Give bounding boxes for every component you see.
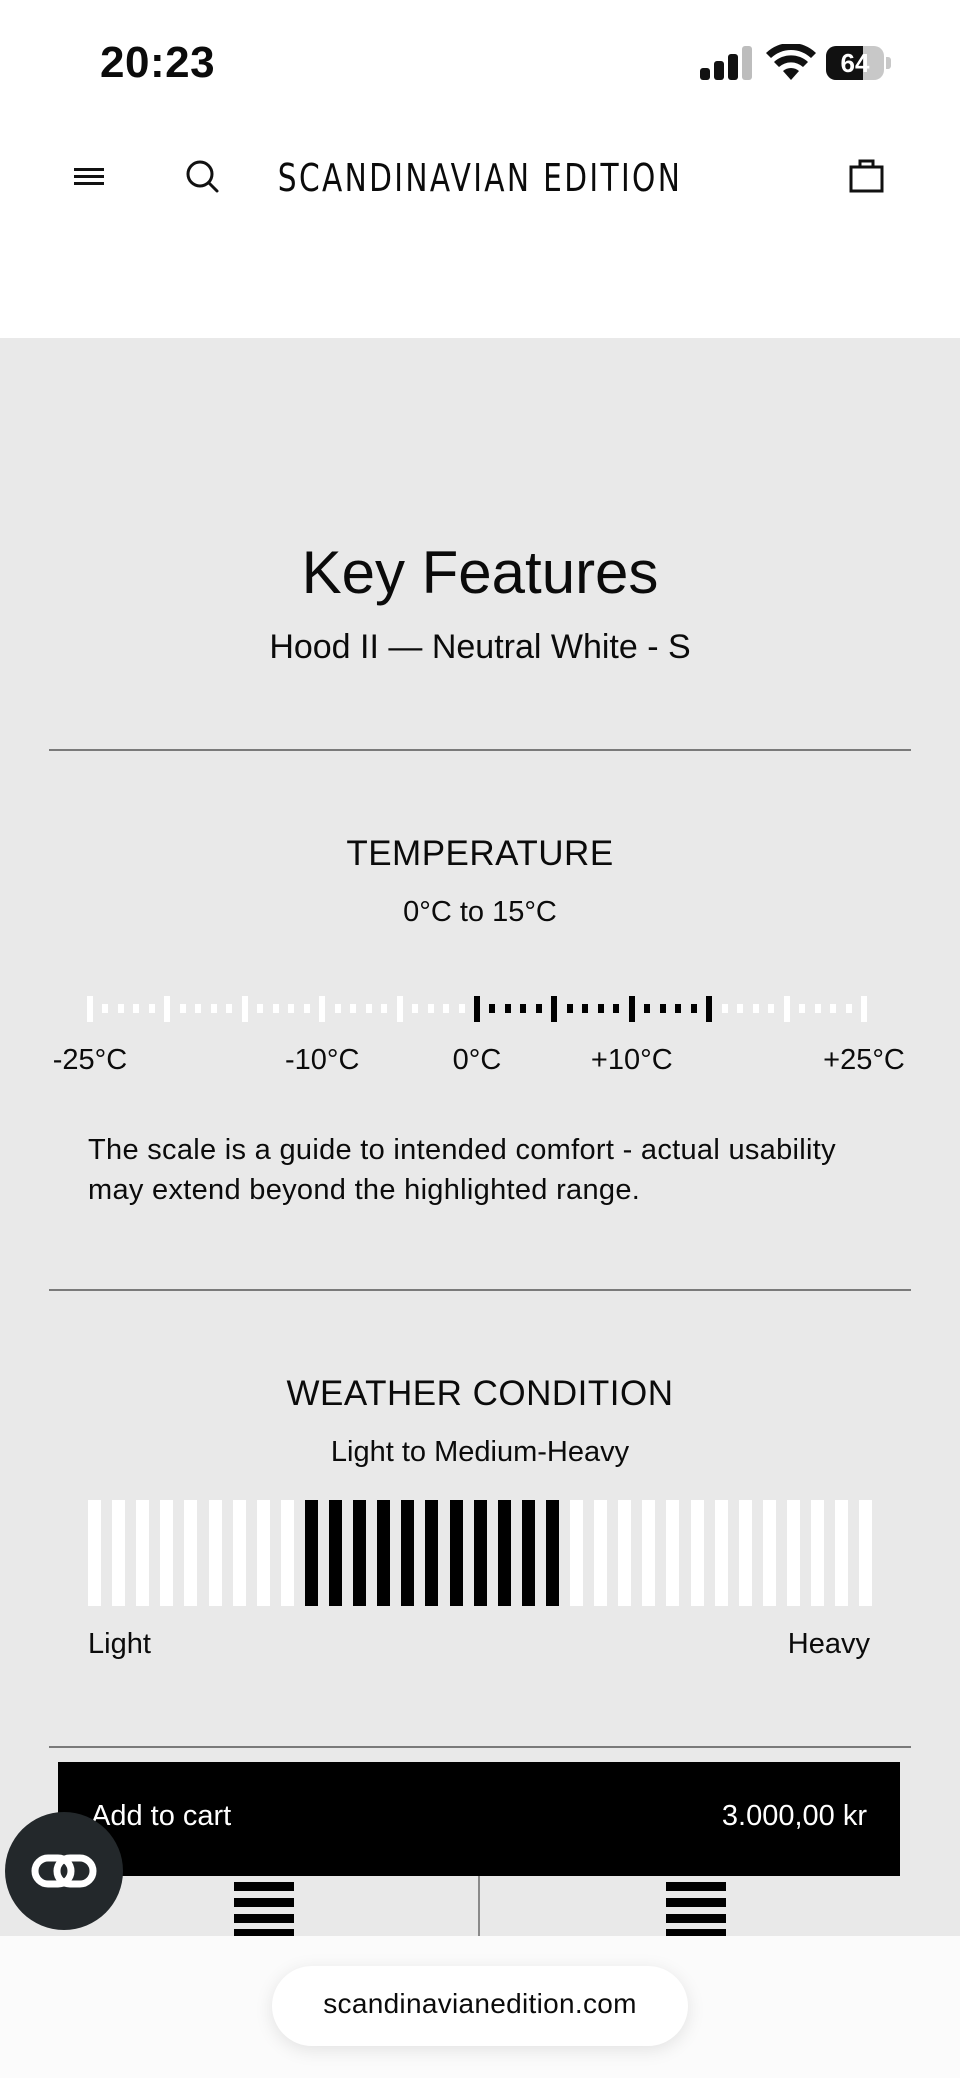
scale-tick	[613, 1004, 619, 1013]
weather-level-bar	[88, 1500, 101, 1606]
weather-level-bar	[618, 1500, 631, 1606]
scale-major-tick	[474, 996, 480, 1022]
scale-major-tick	[706, 996, 712, 1022]
weather-level-bar	[401, 1500, 414, 1606]
temperature-tick-label: +25°C	[823, 1044, 905, 1076]
partial-icon	[666, 1876, 726, 1936]
scale-tick	[350, 1004, 356, 1013]
scale-tick	[366, 1004, 372, 1013]
scale-tick	[412, 1004, 418, 1013]
scale-tick	[799, 1004, 805, 1013]
weather-label-heavy: Heavy	[787, 1628, 870, 1660]
weather-level-bar	[546, 1500, 559, 1606]
scale-tick	[815, 1004, 821, 1013]
scale-tick	[149, 1004, 155, 1013]
weather-level-bar	[739, 1500, 752, 1606]
weather-level-bar	[498, 1500, 511, 1606]
weather-level-bar	[257, 1500, 270, 1606]
chat-icon[interactable]	[5, 1812, 123, 1930]
scale-tick	[226, 1004, 232, 1013]
temperature-heading: TEMPERATURE	[346, 834, 614, 873]
weather-level-bar	[184, 1500, 197, 1606]
scale-tick	[737, 1004, 743, 1013]
weather-range: Light to Medium-Heavy	[330, 1436, 630, 1468]
scale-tick	[195, 1004, 201, 1013]
battery-percent: 64	[840, 48, 870, 78]
scale-major-tick	[784, 996, 790, 1022]
scale-tick	[520, 1004, 526, 1013]
address-bar[interactable]	[272, 1966, 688, 2046]
scale-tick	[459, 1004, 465, 1013]
add-to-cart-button[interactable]	[58, 1762, 900, 1876]
scale-tick	[753, 1004, 759, 1013]
scale-tick	[288, 1004, 294, 1013]
weather-heading: WEATHER CONDITION	[286, 1374, 674, 1413]
weather-level-bar	[329, 1500, 342, 1606]
weather-level-bar	[522, 1500, 535, 1606]
scale-tick	[582, 1004, 588, 1013]
weather-level-bar	[811, 1500, 824, 1606]
url-text: scandinavianedition.com	[323, 1988, 637, 2019]
weather-level-bar	[160, 1500, 173, 1606]
scale-tick	[675, 1004, 681, 1013]
scale-tick	[722, 1004, 728, 1013]
partial-icon	[234, 1876, 294, 1936]
weather-level-bar	[353, 1500, 366, 1606]
divider	[49, 1746, 911, 1748]
scale-major-tick	[164, 996, 170, 1022]
temperature-note: The scale is a guide to intended comfort - actual usability may extend beyond the highlighted range.	[88, 1134, 836, 1206]
weather-scale	[0, 1500, 960, 1606]
scale-tick	[691, 1004, 697, 1013]
weather-level-bar	[691, 1500, 704, 1606]
scale-tick	[304, 1004, 310, 1013]
scale-tick	[273, 1004, 279, 1013]
scale-major-tick	[629, 996, 635, 1022]
scale-tick	[180, 1004, 186, 1013]
scale-tick	[133, 1004, 139, 1013]
weather-level-bar	[112, 1500, 125, 1606]
status-bar	[0, 0, 960, 120]
weather-level-bar	[594, 1500, 607, 1606]
weather-level-bar	[233, 1500, 246, 1606]
weather-level-bar	[570, 1500, 583, 1606]
scale-tick	[257, 1004, 263, 1013]
temperature-range: 0°C to 15°C	[403, 896, 557, 928]
weather-level-bar	[425, 1500, 438, 1606]
weather-level-bar	[642, 1500, 655, 1606]
divider	[49, 1289, 911, 1291]
scale-tick	[660, 1004, 666, 1013]
scale-tick	[118, 1004, 124, 1013]
shopping-bag-icon[interactable]	[836, 146, 896, 206]
scale-tick	[567, 1004, 573, 1013]
temperature-tick-label: -10°C	[284, 1044, 360, 1076]
battery-icon	[826, 46, 890, 80]
weather-label-light: Light	[88, 1628, 151, 1660]
temperature-scale	[0, 990, 960, 1030]
wifi-icon	[766, 44, 816, 82]
scale-tick	[211, 1004, 217, 1013]
scale-major-tick	[87, 996, 93, 1022]
scale-tick	[335, 1004, 341, 1013]
scale-tick	[768, 1004, 774, 1013]
scale-tick	[598, 1004, 604, 1013]
scale-tick	[102, 1004, 108, 1013]
price: 3.000,00 kr	[721, 1800, 867, 1832]
scale-tick	[443, 1004, 449, 1013]
weather-level-bar	[474, 1500, 487, 1606]
scale-tick	[428, 1004, 434, 1013]
scale-tick	[505, 1004, 511, 1013]
scale-tick	[644, 1004, 650, 1013]
scale-major-tick	[861, 996, 867, 1022]
scale-tick	[846, 1004, 852, 1013]
weather-level-bar	[787, 1500, 800, 1606]
scale-tick	[489, 1004, 495, 1013]
cellular-signal-icon	[700, 46, 752, 80]
weather-level-bar	[450, 1500, 463, 1606]
scale-major-tick	[397, 996, 403, 1022]
scale-tick	[381, 1004, 387, 1013]
weather-level-bar	[209, 1500, 222, 1606]
weather-level-bar	[377, 1500, 390, 1606]
weather-level-bar	[281, 1500, 294, 1606]
weather-level-bar	[763, 1500, 776, 1606]
divider	[49, 749, 911, 751]
product-name: Hood II — Neutral White - S	[269, 628, 691, 666]
add-to-cart-label: Add to cart	[91, 1800, 232, 1832]
scale-tick	[536, 1004, 542, 1013]
temperature-tick-label: 0°C	[452, 1044, 502, 1076]
site-header	[0, 120, 960, 338]
browser-toolbar	[0, 1936, 960, 2078]
scale-major-tick	[551, 996, 557, 1022]
brand-logo[interactable]: SCANDINAVIAN EDITION	[277, 156, 683, 200]
scale-tick	[830, 1004, 836, 1013]
scale-major-tick	[319, 996, 325, 1022]
weather-level-bar	[136, 1500, 149, 1606]
weather-level-bar	[859, 1500, 872, 1606]
weather-level-bar	[715, 1500, 728, 1606]
divider	[478, 1876, 480, 1936]
key-features-panel	[0, 338, 960, 1936]
weather-level-bar	[666, 1500, 679, 1606]
key-features-title: Key Features	[301, 539, 659, 606]
temperature-tick-label: +10°C	[590, 1044, 673, 1076]
weather-level-bar	[305, 1500, 318, 1606]
scale-major-tick	[242, 996, 248, 1022]
temperature-tick-label: -25°C	[52, 1044, 128, 1076]
status-time: 20:23	[100, 38, 216, 87]
weather-level-bar	[835, 1500, 848, 1606]
